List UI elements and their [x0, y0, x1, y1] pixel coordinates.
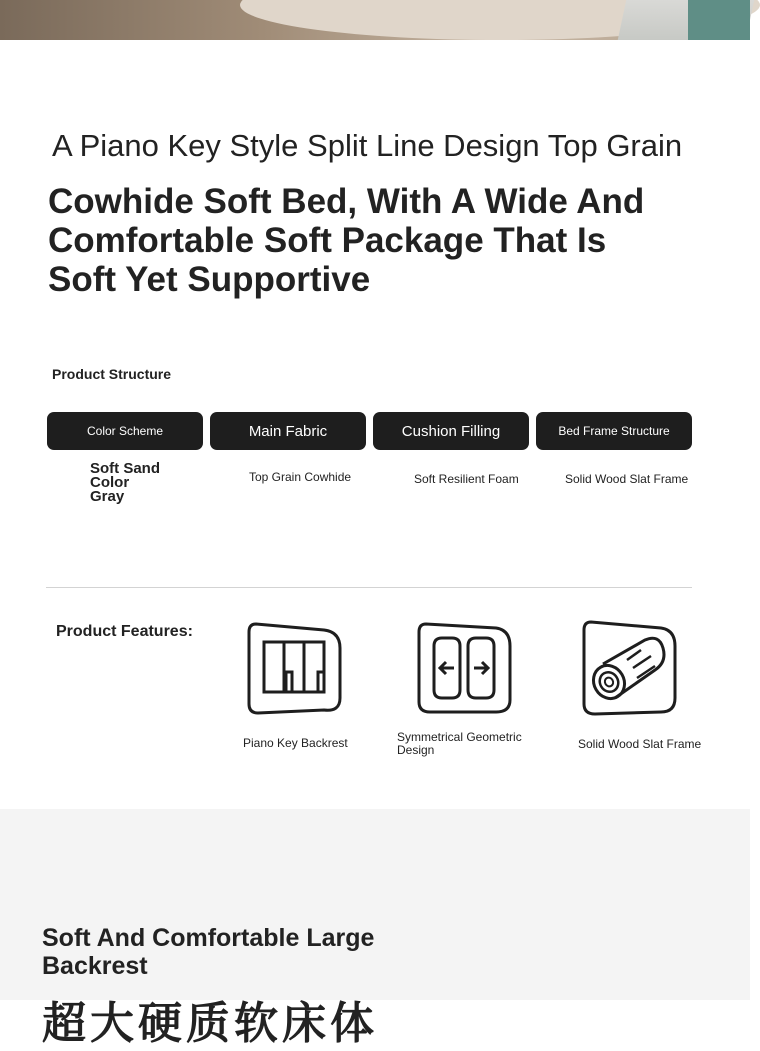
- product-features-label: Product Features:: [56, 623, 193, 640]
- backrest-section-cjk-heading: 超大硬质软床体: [42, 999, 378, 1048]
- main-fabric-label: Main Fabric: [248, 422, 328, 440]
- book-cover-shape: [688, 0, 750, 40]
- hero-photo-strip: [0, 0, 750, 40]
- feature-piano-key-backrest: Piano Key Backrest: [243, 736, 348, 750]
- bed-frame-structure-value: Solid Wood Slat Frame: [565, 472, 689, 486]
- product-structure-label: Product Structure: [52, 366, 172, 382]
- bed-frame-structure-pill: [536, 412, 692, 450]
- cushion-filling-label: Cushion Filling: [401, 422, 501, 440]
- piano-key-icon: [246, 620, 342, 716]
- page-headline: Cowhide Soft Bed, With A Wide And Comfortable Soft Package That Is Soft Yet Supportive: [48, 182, 645, 299]
- cushion-filling-pill: [373, 412, 529, 450]
- color-scheme-value: Soft Sand Color Gray: [90, 460, 160, 505]
- main-fabric-value: Top Grain Cowhide: [249, 470, 352, 484]
- symmetric-arrows-icon: [416, 620, 512, 716]
- color-scheme-pill: [47, 412, 203, 450]
- section-divider: [46, 587, 692, 588]
- feature-symmetrical-geometric-design: Symmetrical Geometric Design: [397, 730, 522, 757]
- color-scheme-label: Color Scheme: [86, 424, 164, 438]
- backrest-section: [0, 809, 750, 1048]
- bed-frame-structure-label: Bed Frame Structure: [558, 424, 670, 438]
- wood-log-icon: [581, 620, 677, 716]
- backrest-section-title: Soft And Comfortable Large Backrest: [42, 924, 375, 980]
- page-subtitle: A Piano Key Style Split Line Design Top Grain: [52, 128, 683, 163]
- cushion-filling-value: Soft Resilient Foam: [414, 472, 519, 486]
- main-fabric-pill: [210, 412, 366, 450]
- feature-solid-wood-slat-frame: Solid Wood Slat Frame: [578, 737, 702, 751]
